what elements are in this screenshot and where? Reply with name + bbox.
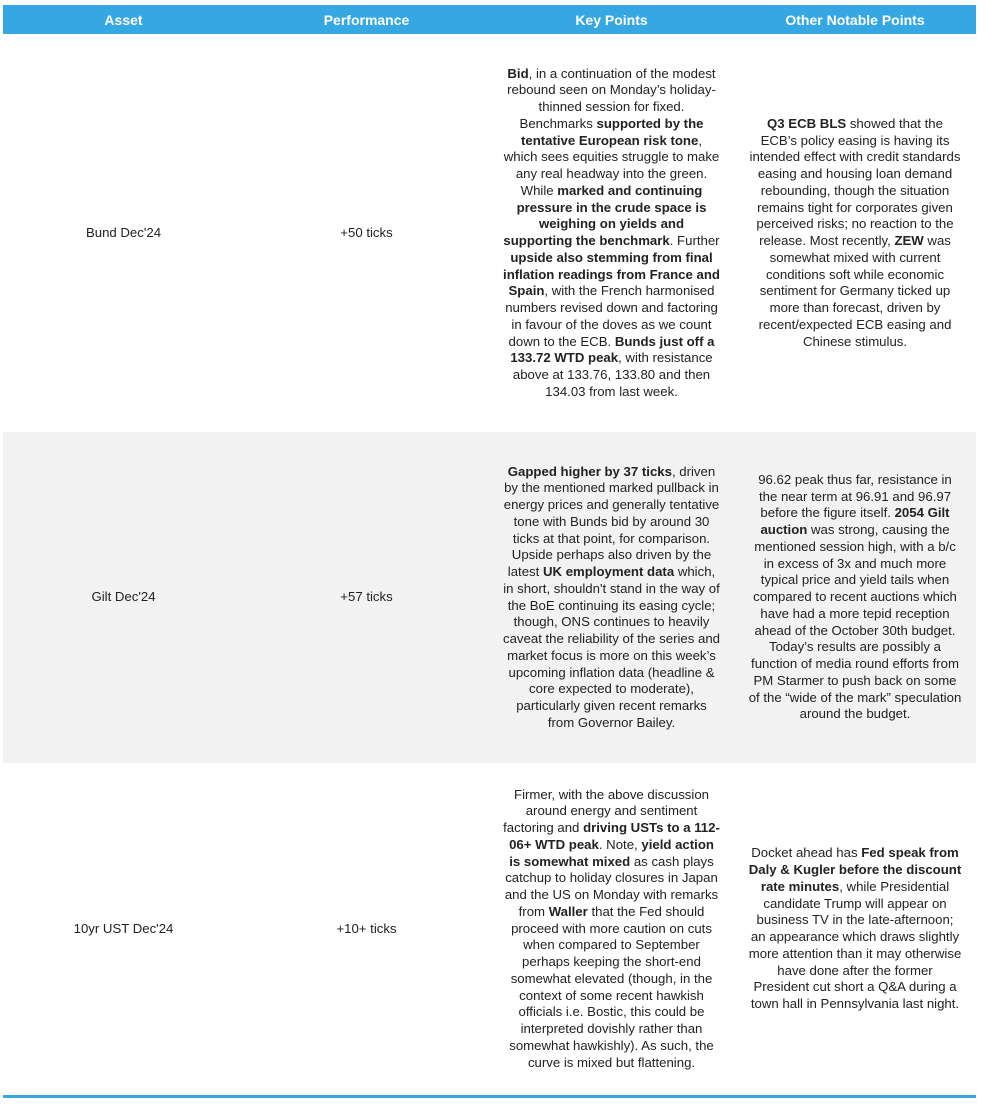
text-run: , while Presidential candidate Trump will appear on business TV in the late-afternoon; an appearance which draws slightly more attention than it may otherwise have done after the former President cut short a Q&A during a town hall in Pennsylvania last night. <box>748 878 962 1011</box>
cell-text <box>748 472 962 723</box>
text-run: 96.62 peak thus far, resistance in the near term at 96.91 and 96.97 before the figure itself. <box>758 471 952 521</box>
key-points-cell <box>489 763 734 1095</box>
cell-text <box>503 66 720 401</box>
text-run: that the Fed should proceed with more caution on cuts when compared to September perhaps keeping the short-end somewhat elevated (though, in the context of some recent hawkish officials i.e. Bostic, this could be interpreted dovishly rather than somewhat hawkishly). As such, the curve is mixed but flattening. <box>509 903 714 1070</box>
text-run: , with the French harmonised numbers revised down and factoring in favour of the doves as we count down to the ECB. <box>505 283 718 349</box>
bold-phrase: Bunds just off a 133.72 WTD peak <box>510 333 715 366</box>
table-row <box>3 763 976 1095</box>
cell-text <box>503 787 720 1072</box>
performance-cell: +10+ ticks <box>336 920 397 936</box>
performance-cell: +57 ticks <box>340 589 393 605</box>
text-run: . Further <box>669 233 720 248</box>
bold-phrase: driving USTs to a 112-06+ WTD peak <box>509 820 720 852</box>
other-points-cell <box>734 34 976 432</box>
bold-phrase: 2054 Gilt auction <box>760 505 950 538</box>
text-run: which, in short, shouldn't stand in the way of the BoE continuing its easing cycle; though, ONS continues to heavily caveat the reliability of the series and market focus is more on this week’s upcoming inflation data (headline & core expected to moderate), particularly given recent remarks from Governor Bailey. <box>503 564 720 730</box>
bold-phrase: marked and continuing pressure in the crude space is weighing on yields and supporting the benchmark <box>503 182 707 248</box>
text-run: was somewhat mixed with current conditions soft while economic sentiment for Germany ticked up more than forecast, driven by recent/expected ECB easing and Chinese stimulus. <box>758 233 952 349</box>
table-row <box>3 432 976 763</box>
bold-phrase: Q3 ECB BLS <box>767 115 847 131</box>
table-header <box>3 5 976 34</box>
key-points-cell <box>489 432 734 763</box>
text-run: Docket ahead has <box>751 845 862 861</box>
table-bottom-rule <box>3 1095 976 1098</box>
text-run: showed that the ECB’s policy easing is having its intended effect with credit standards easing and housing loan demand rebounding, though the situation remains tight for corporates given perceived risks; no reaction to the release. Most recently, <box>749 115 961 248</box>
bold-phrase: ZEW <box>894 233 924 248</box>
bold-phrase: Fed speak from Daly & Kugler before the discount rate minutes <box>748 845 962 894</box>
header-key-points: Key Points <box>575 11 648 28</box>
key-points-cell <box>489 34 734 432</box>
bold-phrase: Gapped higher by 37 ticks <box>507 463 672 479</box>
header-asset: Asset <box>104 11 143 28</box>
text-run: as cash plays catchup to holiday closures in Japan and the US on Monday with remarks from <box>504 853 719 919</box>
market-table <box>3 5 976 1098</box>
text-run: was strong, causing the mentioned session high, with a b/c in excess of 3x and much more typical price and yield tails when compared to recent auctions which have had a more tepid reception ahead of the October 30th budget. Today’s results are possibly a function of media round efforts from PM Starmer to push back on some of the “wide of the mark” speculation around the budget. <box>748 522 962 722</box>
text-run: Firmer, with the above discussion around energy and sentiment factoring and <box>503 786 709 836</box>
bold-phrase: Bid <box>507 65 529 81</box>
performance-cell: +50 ticks <box>340 224 393 240</box>
table-row <box>3 34 976 432</box>
bold-phrase: supported by the tentative European risk tone <box>520 115 704 148</box>
other-points-cell <box>734 432 976 763</box>
cell-text <box>748 116 962 351</box>
header-other-points: Other Notable Points <box>785 11 925 28</box>
text-run: , driven by the mentioned marked pullback in energy prices and generally tentative tone with Bunds bid by around 30 ticks at that point, for comparison. Upside perhaps also driven by the latest <box>503 463 720 579</box>
text-run: , in a continuation of the modest rebound seen on Monday’s holiday-thinned session for fixed. Benchmarks <box>507 65 716 131</box>
asset-cell: Gilt Dec'24 <box>91 589 156 605</box>
cell-text <box>748 845 962 1013</box>
cell-text <box>503 464 720 732</box>
bold-phrase: Waller <box>548 903 588 919</box>
bold-phrase: upside also stemming from final inflation readings from France and Spain <box>503 249 720 299</box>
text-run: , with resistance above at 133.76, 133.80 and then 134.03 from last week. <box>512 350 713 399</box>
asset-cell: 10yr UST Dec'24 <box>73 920 174 936</box>
header-performance: Performance <box>323 11 410 28</box>
text-run: . Note, <box>598 836 642 852</box>
bold-phrase: yield action is somewhat mixed <box>509 836 714 869</box>
asset-cell: Bund Dec'24 <box>85 224 162 240</box>
text-run: , which sees equities struggle to make any real headway into the green. While <box>503 132 720 198</box>
bold-phrase: UK employment data <box>542 564 675 579</box>
other-points-cell <box>734 763 976 1095</box>
